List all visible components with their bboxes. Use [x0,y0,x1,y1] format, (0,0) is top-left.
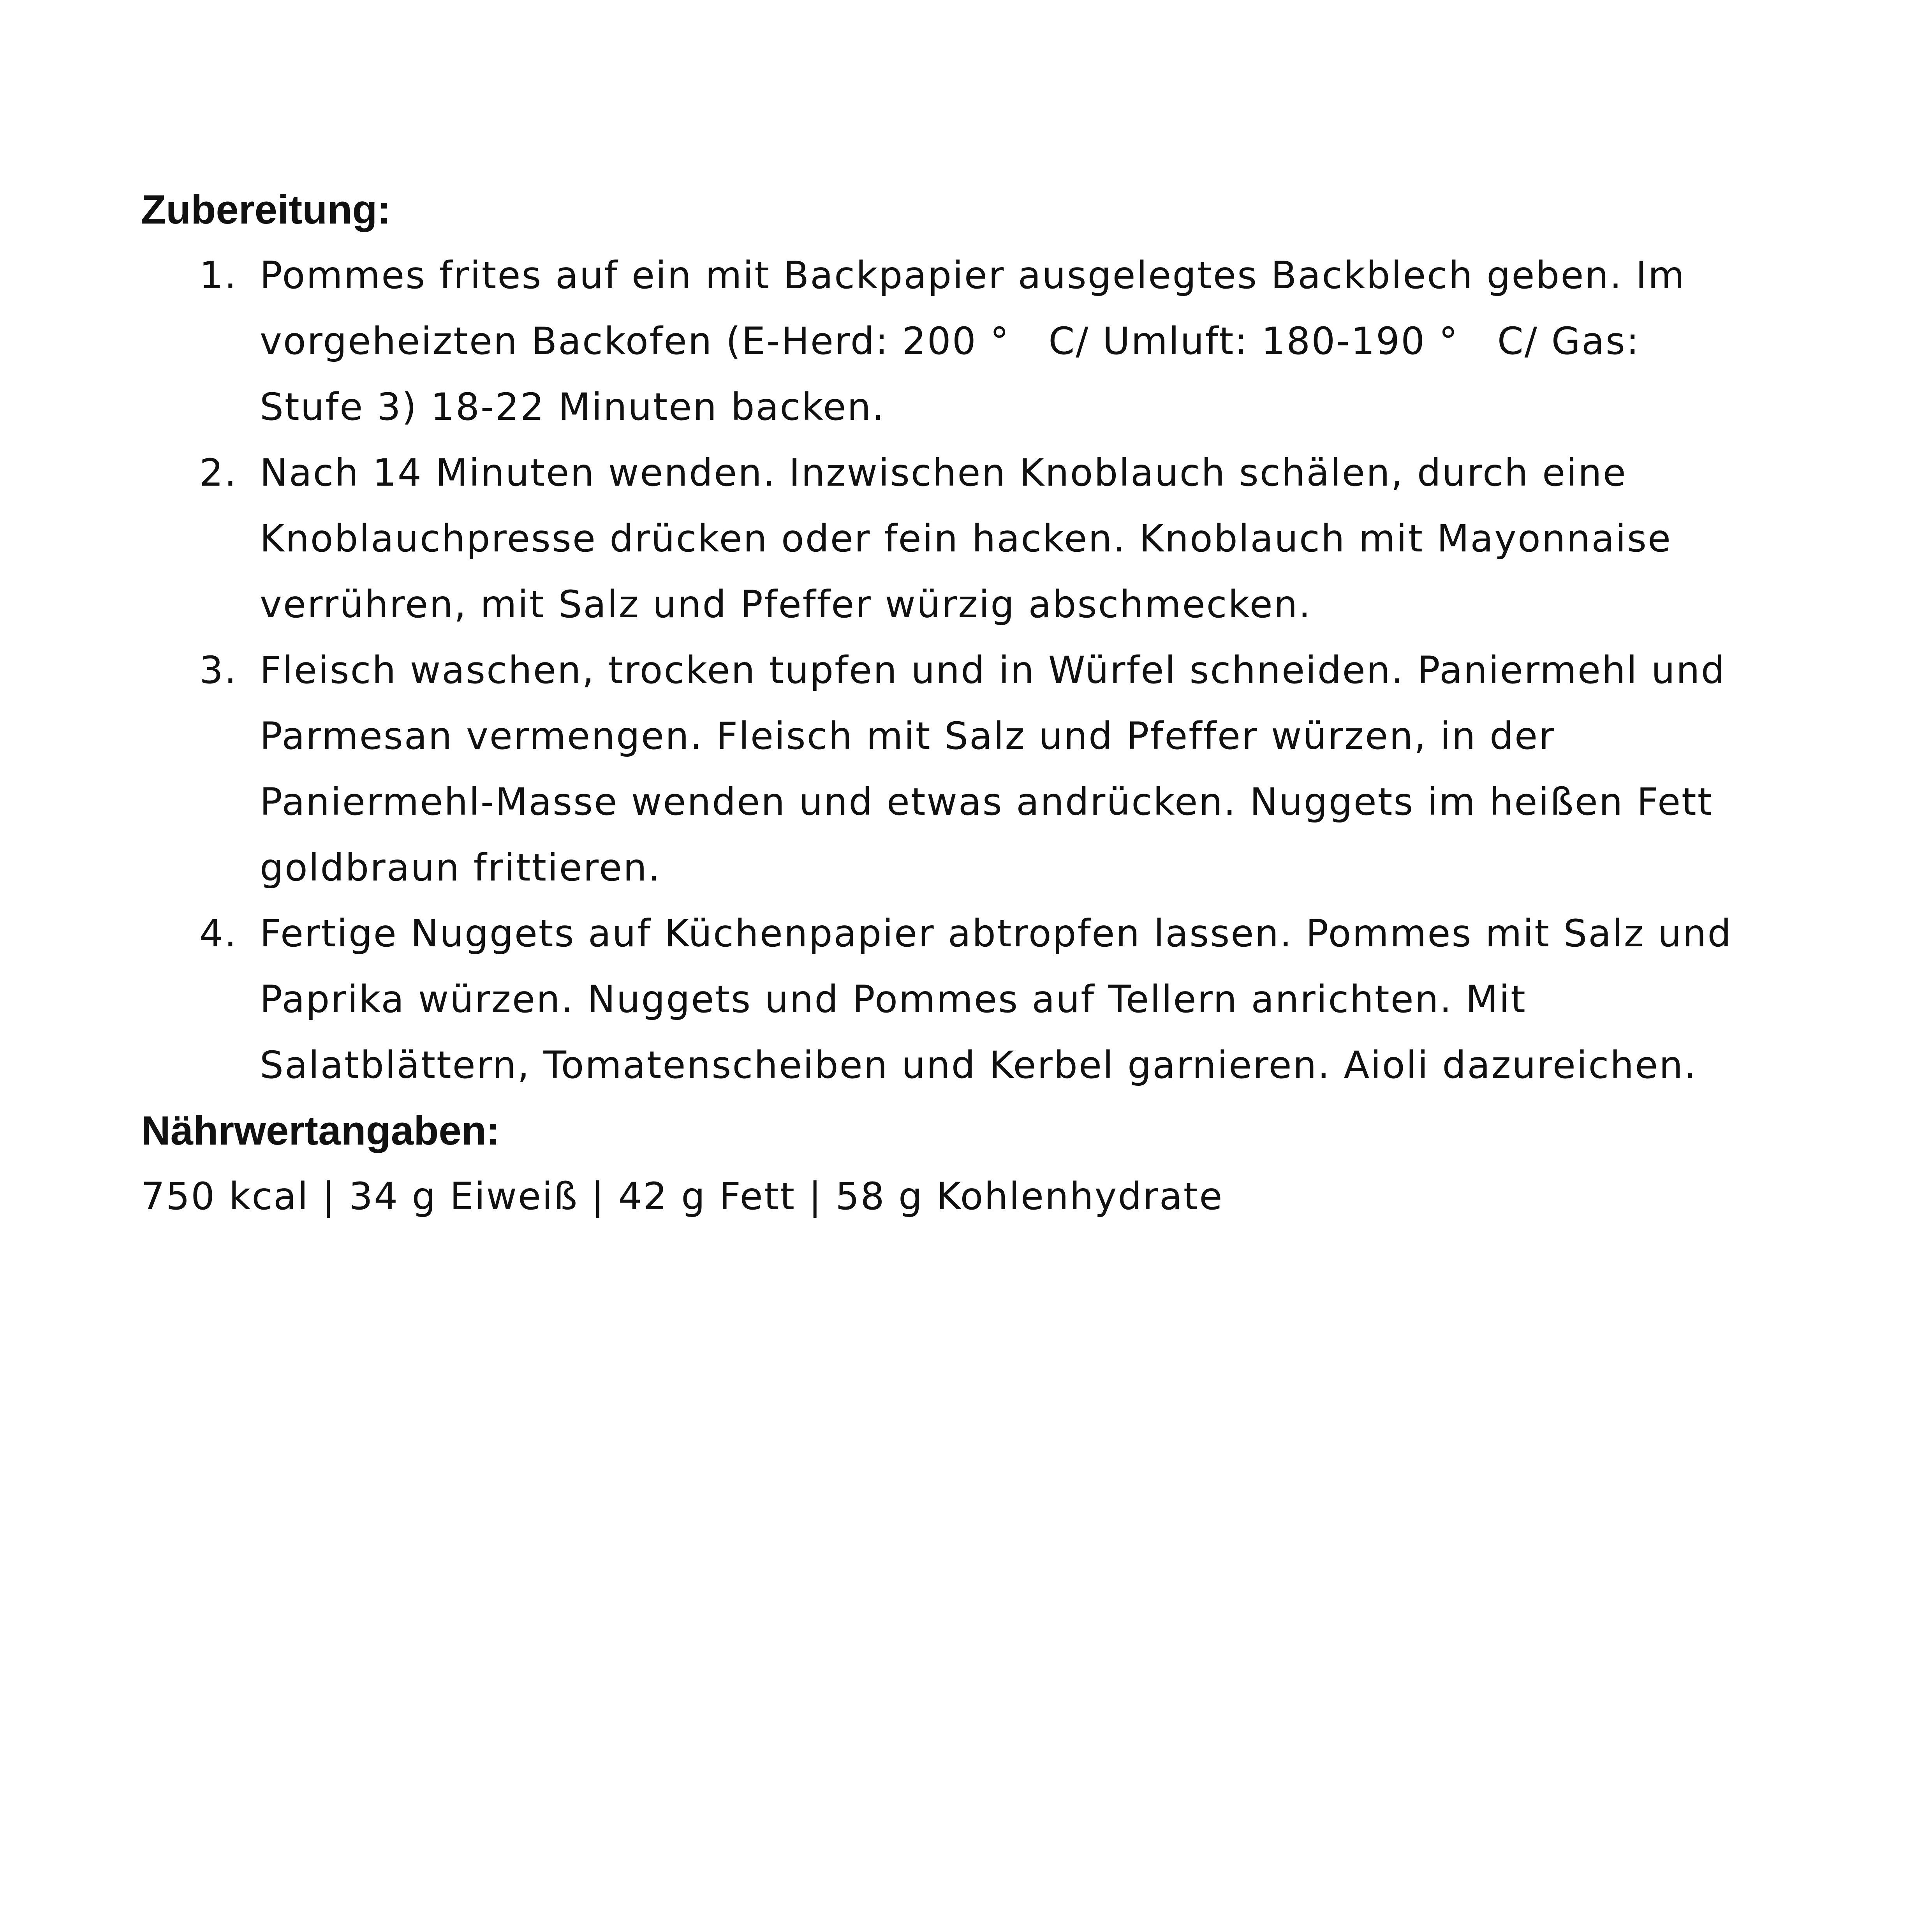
step-number: 1. [199,254,238,297]
step-number: 4. [199,912,238,955]
recipe-content [141,177,1777,1229]
preparation-step [141,440,1738,638]
step-number: 2. [199,451,238,495]
preparation-steps [141,243,1777,1098]
nutrition-values: 750 kcal | 34 g Eiweiß | 42 g Fett | 58 g Kohlenhydrate [141,1175,1224,1218]
step-text: Fleisch waschen, trocken tupfen und in Würfel schneiden. Paniermehl und Parmesan vermengen. Fleisch mit Salz und Pfeffer würzen, in der Paniermehl-Masse wenden und etwas andrücken. Nuggets im heißen Fett goldbraun frittieren. [260,648,1726,889]
preparation-heading: Zubereitung: [141,187,391,232]
step-text: Pommes frites auf ein mit Backpapier ausgelegtes Backblech geben. Im vorgeheizten Backofen (E-Herd: 200 ° C/ Umluft: 180-190 ° C/ Gas: Stufe 3) 18-22 Minuten backen. [260,254,1686,429]
step-number: 3. [199,648,238,692]
step-text: Nach 14 Minuten wenden. Inzwischen Knoblauch schälen, durch eine Knoblauchpresse drücken oder fein hacken. Knoblauch mit Mayonnaise verrühren, mit Salz und Pfeffer würzig abschmecken. [260,451,1672,626]
preparation-step [141,243,1738,440]
step-text: Fertige Nuggets auf Küchenpapier abtropfen lassen. Pommes mit Salz und Paprika würzen. Nuggets und Pommes auf Tellern anrichten. Mit Salatblättern, Tomatenscheiben und Kerbel garnieren. Aioli dazureichen. [260,912,1733,1087]
nutrition-heading: Nährwertangaben: [141,1108,500,1154]
preparation-step [141,638,1738,901]
preparation-step [141,901,1738,1098]
